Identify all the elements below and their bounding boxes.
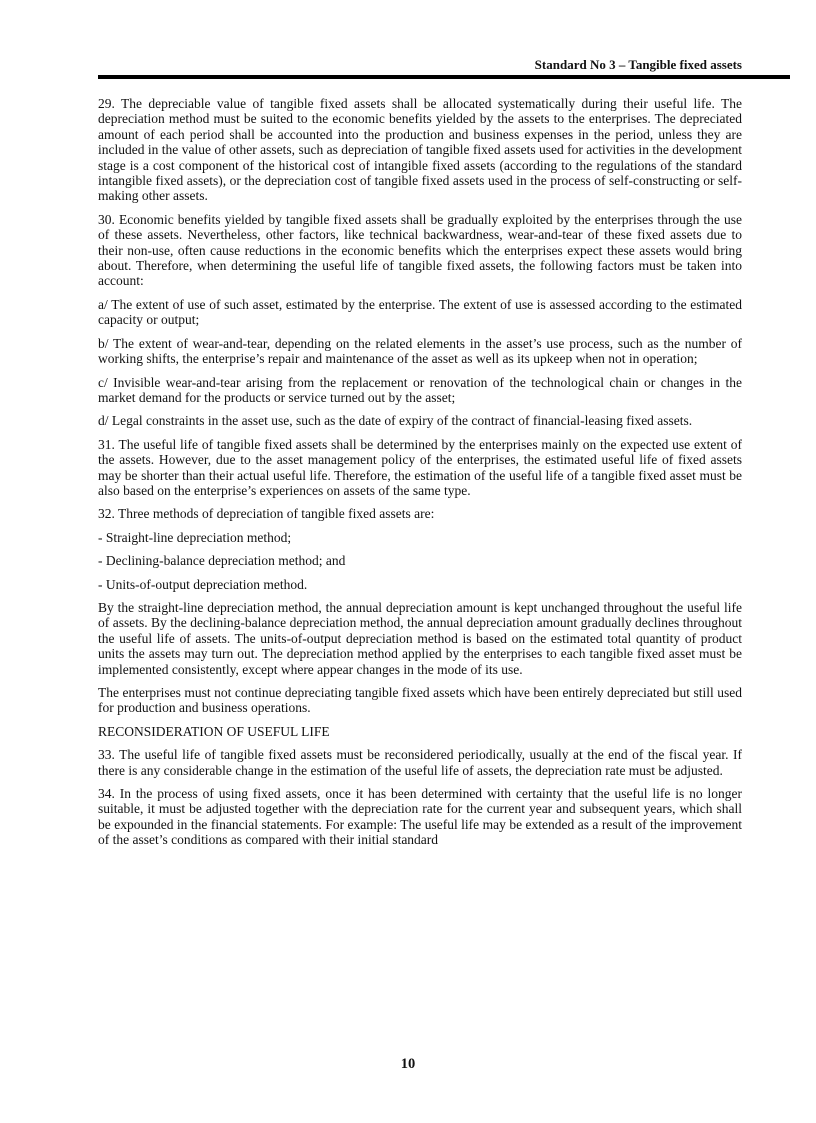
- paragraph-30: 30. Economic benefits yielded by tangible fixed assets shall be gradually exploited by the enterprises through the use of these assets. Nevertheless, other factors, like technical backwardness, wear-and-tear of these fixed assets due to their non-use, often cause reductions in the economic benefits which the enterprises expect these assets would bring about. Therefore, when determining the useful life of tangible fixed assets, the following factors must be taken into account:: [98, 211, 742, 289]
- factor-c: c/ Invisible wear-and-tear arising from the replacement or renovation of the technological chain or changes in the market demand for the products or service turned out by the asset;: [98, 374, 742, 405]
- methods-explanation: By the straight-line depreciation method, the annual depreciation amount is kept unchanged throughout the useful life of assets. By the declining-balance depreciation method, the annual depreciation amount gradually declines throughout the useful life of assets. The units-of-output depreciation method is based on the estimated total quantity of product units the assets may turn out. The depreciation method applied by the enterprises to each tangible fixed asset must be implemented consistently, except where appear changes in the mode of its use.: [98, 599, 742, 677]
- paragraph-34: 34. In the process of using fixed assets, once it has been determined with certainty that the useful life is no longer suitable, it must be adjusted together with the depreciation rate for the current year and subsequent years, which shall be expounded in the financial statements. For example: The useful life may be extended as a result of the improvement of the asset’s conditions as compared with their initial standard: [98, 786, 742, 848]
- fully-depreciated-note: The enterprises must not continue depreciating tangible fixed assets which have been entirely depreciated but still used for production and business operations.: [98, 685, 742, 716]
- page-number: 10: [400, 1056, 416, 1072]
- header-rule: [98, 75, 790, 79]
- method-units-of-output: - Units-of-output depreciation method.: [98, 576, 308, 592]
- section-heading-reconsideration: RECONSIDERATION OF USEFUL LIFE: [98, 723, 330, 739]
- factor-b: b/ The extent of wear-and-tear, depending on the related elements in the asset’s use process, such as the number of working shifts, the enterprise’s repair and maintenance of the asset as well as its upkeep when not in operation;: [98, 335, 742, 367]
- method-declining-balance: - Declining-balance depreciation method; and: [98, 553, 346, 569]
- factor-a: a/ The extent of use of such asset, estimated by the enterprise. The extent of use is assessed according to the estimated capacity or output;: [98, 296, 742, 328]
- paragraph-33: 33. The useful life of tangible fixed assets must be reconsidered periodically, usually at the end of the fiscal year. If there is any considerable change in the estimation of the useful life of assets, the depreciation rate must be adjusted.: [98, 747, 742, 778]
- paragraph-32: 32. Three methods of depreciation of tangible fixed assets are:: [98, 506, 435, 522]
- factor-d: d/ Legal constraints in the asset use, such as the date of expiry of the contract of financial-leasing fixed assets.: [98, 413, 693, 429]
- paragraph-31: 31. The useful life of tangible fixed assets shall be determined by the enterprises mainly on the expected use extent of the assets. However, due to the asset management policy of the enterprises, the estimated useful life of fixed assets may be shorter than their actual useful life. Therefore, the estimation of the useful life of a tangible fixed asset must be also based on the enterprise’s experiences on assets of the same type.: [98, 436, 742, 498]
- body-text: [98, 96, 742, 856]
- method-straight-line: - Straight-line depreciation method;: [98, 529, 292, 545]
- paragraph-29: 29. The depreciable value of tangible fixed assets shall be allocated systematically during their useful life. The depreciation method must be suited to the economic benefits yielded by the assets to the enterprises. The depreciated amount of each period shall be accounted into the production and business expenses in the period, unless they are included in the value of other assets, such as depreciation of tangible fixed assets used for activities in the development stage is a cost component of the historical cost of intangible fixed assets (according to the regulations of the standard intangible fixed assets), or the depreciation cost of tangible fixed assets used in the process of self-constructing or self-making other assets.: [98, 96, 742, 204]
- running-header-title: Standard No 3 – Tangible fixed assets: [534, 57, 742, 72]
